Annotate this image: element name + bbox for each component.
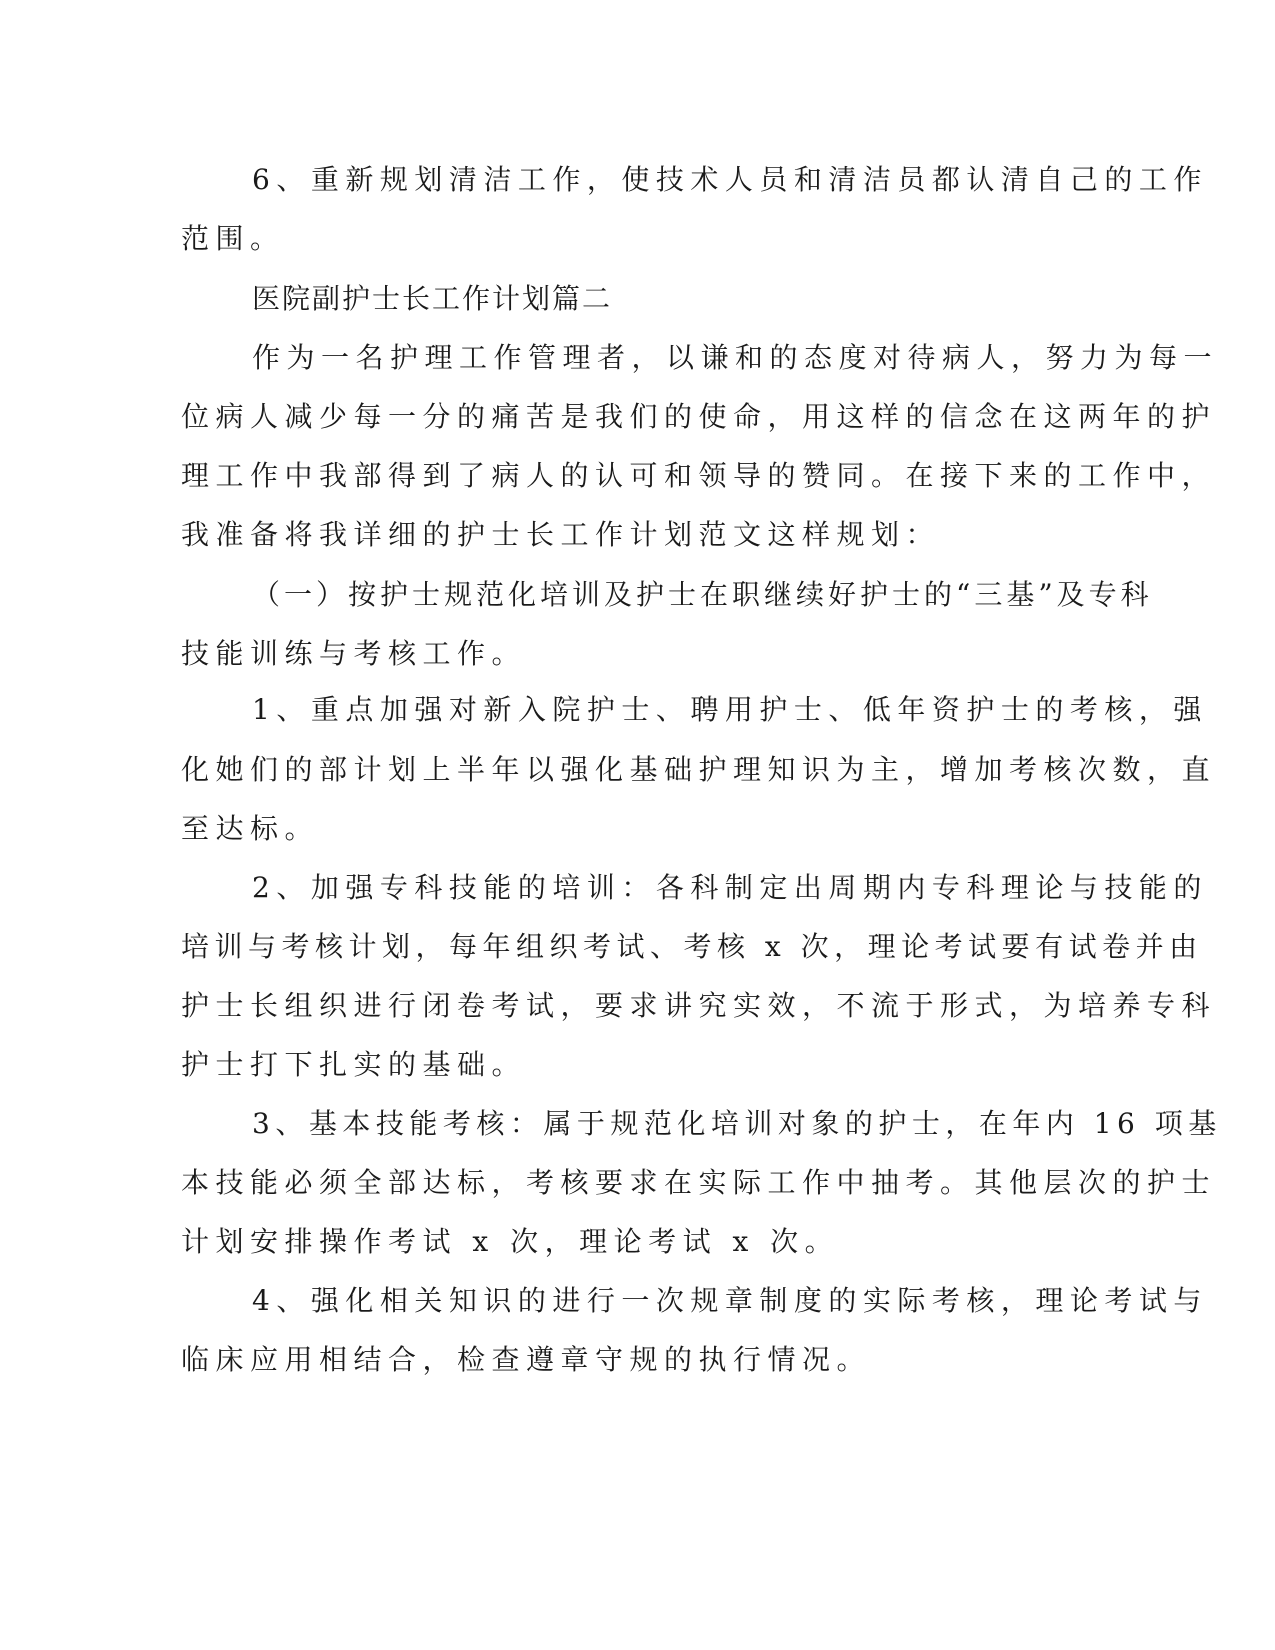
text-line: 护士长组织进行闭卷考试，要求讲究实效，不流于形式，为培养专科	[181, 989, 1217, 1022]
text-line: 位病人减少每一分的痛苦是我们的使命，用这样的信念在这两年的护	[181, 400, 1217, 433]
text-line: 本技能必须全部达标，考核要求在实际工作中抽考。其他层次的护士	[181, 1166, 1217, 1199]
text-line: 作为一名护理工作管理者，以谦和的态度对待病人，努力为每一	[252, 341, 1219, 374]
text-line: 培训与考核计划，每年组织考试、考核 x 次，理论考试要有试卷并由	[181, 930, 1203, 963]
text-line: 化她们的部计划上半年以强化基础护理知识为主，增加考核次数，直	[181, 753, 1217, 786]
section-heading: 医院副护士长工作计划篇二	[252, 282, 613, 315]
text-line: 计划安排操作考试 x 次，理论考试 x 次。	[181, 1225, 840, 1258]
text-line: 1、重点加强对新入院护士、聘用护士、低年资护士的考核，强	[252, 693, 1208, 726]
text-line: 护士打下扎实的基础。	[181, 1048, 527, 1081]
text-line: 4、强化相关知识的进行一次规章制度的实际考核，理论考试与	[252, 1284, 1208, 1317]
text-line: 理工作中我部得到了病人的认可和领导的赞同。在接下来的工作中，	[181, 459, 1217, 492]
text-line: 至达标。	[181, 812, 320, 845]
text-line: 2、加强专科技能的培训：各科制定出周期内专科理论与技能的	[252, 871, 1208, 904]
text-line: 技能训练与考核工作。	[181, 637, 527, 670]
text-line: 我准备将我详细的护士长工作计划范文这样规划：	[181, 518, 941, 551]
text-line: （一）按护士规范化培训及护士在职继续好护士的“三基”及专科	[252, 578, 1153, 611]
text-line: 3、基本技能考核：属于规范化培训对象的护士，在年内 16 项基	[252, 1107, 1222, 1140]
text-line: 6、重新规划清洁工作，使技术人员和清洁员都认清自己的工作	[252, 163, 1208, 196]
text-line: 临床应用相结合，检查遵章守规的执行情况。	[181, 1343, 872, 1376]
text-line: 范围。	[181, 222, 285, 255]
